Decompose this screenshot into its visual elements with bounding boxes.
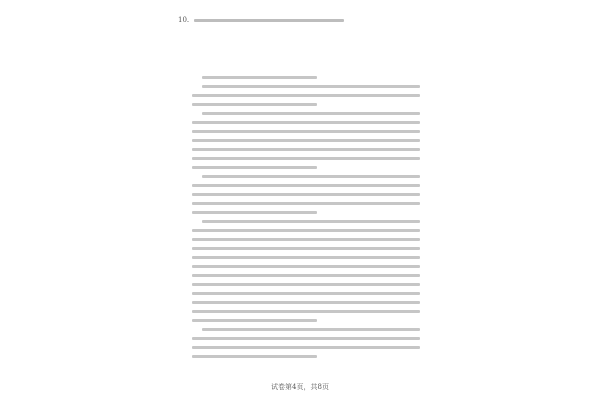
text-line-placeholder [192, 229, 420, 232]
text-line-placeholder [202, 175, 420, 178]
question-10 [178, 15, 438, 25]
text-line-placeholder [192, 256, 420, 259]
passage-paragraph [192, 85, 420, 106]
text-line-placeholder [192, 94, 420, 97]
page-footer: 试卷第4页，共8页 [271, 383, 329, 391]
text-line-placeholder [192, 103, 317, 106]
text-line-placeholder [192, 202, 420, 205]
text-line-placeholder [202, 85, 420, 88]
question-number: 10. [178, 16, 190, 24]
passage-paragraph [192, 76, 420, 79]
text-line-placeholder [192, 310, 420, 313]
text-line-placeholder [202, 112, 420, 115]
text-line-placeholder [192, 184, 420, 187]
text-line-placeholder [192, 337, 420, 340]
text-line-placeholder [192, 238, 420, 241]
text-line-placeholder [192, 265, 420, 268]
text-line-placeholder [192, 211, 317, 214]
reading-passage [192, 76, 420, 364]
text-line-placeholder [192, 274, 420, 277]
text-line-placeholder [202, 328, 420, 331]
text-line-placeholder [192, 247, 420, 250]
passage-paragraph [192, 112, 420, 169]
text-line-placeholder [192, 283, 420, 286]
passage-paragraph [192, 220, 420, 322]
text-line-placeholder [202, 76, 317, 79]
text-line-placeholder [192, 139, 420, 142]
question-prompt-line [194, 19, 344, 22]
text-line-placeholder [192, 193, 420, 196]
passage-paragraph [192, 175, 420, 214]
text-line-placeholder [192, 346, 420, 349]
text-line-placeholder [202, 220, 420, 223]
passage-paragraph [192, 328, 420, 358]
text-line-placeholder [192, 121, 420, 124]
text-line-placeholder [192, 355, 317, 358]
text-line-placeholder [192, 301, 420, 304]
text-line-placeholder [192, 130, 420, 133]
text-line-placeholder [192, 319, 317, 322]
text-line-placeholder [192, 166, 317, 169]
text-line-placeholder [192, 157, 420, 160]
text-line-placeholder [192, 292, 420, 295]
text-line-placeholder [192, 148, 420, 151]
